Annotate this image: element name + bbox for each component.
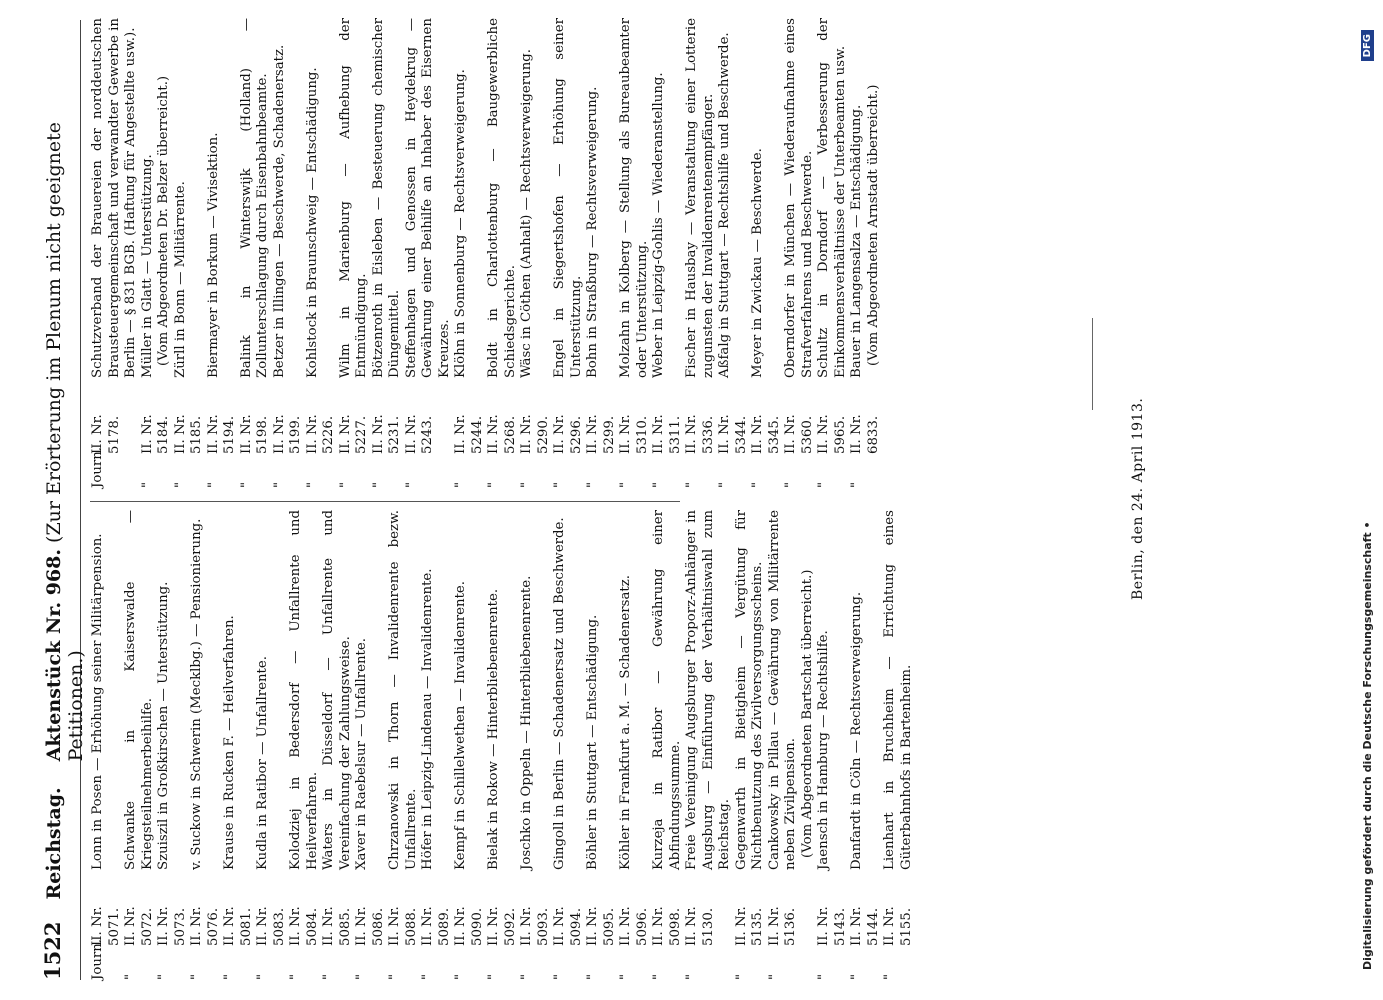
- petition-entry: [420, 510, 453, 980]
- journal-prefix: ": [816, 973, 831, 980]
- petition-text-block: [90, 18, 140, 378]
- journal-prefix: ": [684, 481, 699, 488]
- journal-prefix: ": [519, 973, 534, 980]
- petition-text-block: [486, 18, 519, 378]
- petition-text-block: [156, 510, 189, 870]
- petition-text: v. Suckow in Schwerin (Mecklbg.) — Pensionierung.: [189, 518, 204, 870]
- journal-prefix: Journ.: [90, 938, 105, 980]
- petition-text-block: [684, 510, 734, 870]
- petition-text-block: [239, 18, 272, 378]
- journal-prefix: ": [453, 481, 468, 488]
- petition-text: Chrzanowski in Thorn — Invalidenrente bezw. Unfallrente.: [387, 510, 419, 870]
- petition-note: (Vom Abgeordneten Arnstadt überreicht.): [865, 84, 881, 366]
- petition-text-block: [651, 510, 684, 870]
- petition-entry: [173, 18, 206, 488]
- petition-text: Lonn in Posen — Erhöhung seiner Militärpension.: [90, 533, 105, 870]
- petition-number: II. Nr. 5299.: [585, 414, 617, 454]
- petition-number: II. Nr. 5226.: [304, 414, 336, 454]
- petition-number: II. Nr. 5130.: [684, 906, 716, 946]
- closing-rule: [1092, 318, 1093, 410]
- petition-number: II. Nr. 5096.: [618, 906, 650, 946]
- petition-entry: [585, 18, 618, 488]
- petition-text: Joschko in Oppeln — Hinterbliebenenrente.: [519, 575, 534, 870]
- petition-entry: [222, 510, 255, 980]
- petition-number: II. Nr. 5344.: [717, 414, 749, 454]
- petition-number: II. Nr. 5199.: [271, 414, 303, 454]
- petition-text-block: [222, 510, 255, 870]
- petition-text-block: [354, 510, 387, 870]
- journal-prefix: ": [156, 973, 171, 980]
- petition-text-block: [404, 18, 454, 378]
- journal-prefix: ": [420, 973, 435, 980]
- petition-number: II. Nr. 5185.: [172, 414, 204, 454]
- petition-text: Freie Vereinigung Augsburger Proporz-Anhänger in Augsburg — Einführung der Verhältniswahl zum Reichstag.: [684, 510, 732, 870]
- petition-entry: [288, 510, 321, 980]
- petition-text-block: [420, 510, 453, 870]
- document-number: Aktenstück Nr. 968.: [43, 549, 65, 762]
- signature-date: Berlin, den 24. April 1913.: [1130, 397, 1146, 600]
- petition-text: Klöhn in Sonnenburg — Rechtsverweigerung.: [453, 69, 468, 378]
- journal-prefix: ": [387, 973, 402, 980]
- petition-text-block: [552, 18, 585, 378]
- petition-entry: [156, 510, 189, 980]
- petition-text: Schultz in Dorndorf — Verbesserung der Einkommensverhältnisse der Unterbeamten usw.: [816, 18, 848, 378]
- petition-text: Engel in Siegertshofen — Erhöhung seiner Unterstützung.: [552, 18, 584, 378]
- petition-text: Wilm in Marienburg — Aufhebung der Entmündigung.: [337, 18, 369, 378]
- petition-number: II. Nr. 5336.: [684, 414, 716, 454]
- journal-prefix: ": [271, 481, 287, 488]
- petition-text: Balink in Winterswijk (Holland) — Zollunterschlagung durch Eisenbahnbeamte.: [238, 18, 270, 378]
- petition-text: Molzahn in Kolberg — Stellung als Bureaubeamter oder Unterstützung.: [618, 18, 650, 378]
- petition-number: II. Nr. 5194.: [205, 414, 237, 454]
- petition-number: II. Nr. 5296.: [552, 414, 584, 454]
- petition-entry: [651, 510, 684, 980]
- journal-prefix: ": [684, 973, 699, 980]
- page-number: 1522: [40, 921, 65, 980]
- petition-number: II. Nr. 5084.: [288, 906, 320, 946]
- journal-prefix: ": [354, 973, 369, 980]
- petition-text-block: [387, 510, 420, 870]
- journal-prefix: ": [486, 973, 501, 980]
- petition-text-block: [305, 18, 338, 378]
- petition-number: II. Nr. 5090.: [453, 906, 485, 946]
- petition-text-block: [272, 18, 305, 378]
- paper-title: Reichstag.: [43, 787, 65, 900]
- journal-prefix: ": [766, 973, 782, 980]
- petition-number: II. Nr. 5136.: [766, 906, 798, 946]
- petition-text-block: [585, 18, 618, 378]
- petition-entry: [684, 18, 717, 488]
- petition-text-block: [618, 510, 651, 870]
- document-subtitle: (Zur Erörterung im Plenum nicht geeignete Petitionen.): [43, 122, 87, 762]
- petition-number: II. Nr. 5155.: [882, 906, 914, 946]
- petition-text-block: [338, 18, 371, 378]
- petition-text-block: [750, 18, 783, 378]
- journal-prefix: ": [370, 481, 386, 488]
- journal-prefix: ": [519, 481, 534, 488]
- petition-entry: [519, 18, 552, 488]
- journal-prefix: ": [288, 973, 303, 980]
- digitization-sidebar: [1355, 30, 1379, 970]
- petition-text-block: [882, 510, 915, 870]
- petition-number: II. Nr. 5089.: [420, 906, 452, 946]
- petition-number: II. Nr. 5198.: [238, 414, 270, 454]
- petition-text: Aßfalg in Stuttgart — Rechtshilfe und Beschwerde.: [717, 32, 732, 378]
- petition-number: II. Nr. 5965.: [816, 414, 848, 454]
- journal-prefix: ": [139, 481, 155, 488]
- journal-prefix: ": [585, 481, 600, 488]
- petition-entry: [684, 510, 734, 980]
- petition-number: II. Nr. 5143.: [816, 906, 848, 946]
- journal-prefix: ": [304, 481, 320, 488]
- petition-text-block: [206, 18, 239, 378]
- journal-prefix: ": [172, 481, 188, 488]
- petition-number: II. Nr. 5081.: [222, 906, 254, 946]
- petition-text: Szuiszil in Großkirschen — Unterstützung.: [156, 581, 171, 870]
- petition-text-block: [90, 510, 123, 870]
- petition-number: II. Nr. 6833.: [849, 414, 881, 454]
- petition-entry: [123, 510, 156, 980]
- petition-text-block: [453, 18, 486, 378]
- petition-text-block: [288, 510, 321, 870]
- journal-prefix: ": [222, 973, 237, 980]
- petition-number: II. Nr. 5072.: [123, 906, 155, 946]
- petition-text: Gingoll in Berlin — Schadenersatz und Beschwerde.: [552, 517, 567, 870]
- petition-text-block: [816, 510, 849, 870]
- petition-entry: [585, 510, 618, 980]
- petition-entry: [354, 510, 387, 980]
- journal-prefix: ": [453, 973, 468, 980]
- petition-number: II. Nr. 5231.: [370, 414, 402, 454]
- petition-text-block: [552, 510, 585, 870]
- petition-number: II. Nr. 5073.: [156, 906, 188, 946]
- petition-entry: [371, 18, 404, 488]
- petition-number: II. Nr. 5144.: [849, 906, 881, 946]
- journal-prefix: ": [205, 481, 221, 488]
- journal-prefix: ": [651, 973, 666, 980]
- petition-text: Krause in Rucken F. — Heilverfahren.: [222, 615, 237, 870]
- petition-number: II. Nr. 5092.: [486, 906, 518, 946]
- petition-entry: [717, 18, 750, 488]
- petition-text: Zürll in Bonn — Militärrente.: [172, 181, 188, 378]
- journal-prefix: ": [717, 481, 732, 488]
- petition-text: Schwanke in Kaiserswalde — Kriegsteilnehmerbeihilfe.: [123, 510, 155, 870]
- petition-text: Gegenwarth in Bietigheim — Vergütung für Nichtbenutzung des Zivilversorgungsscheins.: [733, 510, 765, 870]
- petition-number: II. Nr. 5093.: [519, 906, 551, 946]
- petition-entry: [734, 510, 767, 980]
- petition-text-block: [255, 510, 288, 870]
- petition-text-block: [519, 510, 552, 870]
- petition-text: Jaensch in Hamburg — Rechtshilfe.: [816, 630, 831, 870]
- petition-number: II. Nr. 5311.: [651, 414, 683, 454]
- petition-number: II. Nr. 5085.: [321, 906, 353, 946]
- petition-number: II. Nr. 5184.: [139, 414, 171, 454]
- petition-number: II. Nr. 5290.: [519, 414, 551, 454]
- petition-text: Danfardt in Cöln — Rechtsverweigerung.: [849, 591, 864, 870]
- petition-text-block: [816, 18, 849, 378]
- petition-text-block: [585, 510, 618, 870]
- petition-entry: [140, 18, 173, 488]
- journal-prefix: ": [255, 973, 270, 980]
- petition-note: (Vom Abgeordneten Dr. Belzer überreicht.): [156, 75, 171, 366]
- dfg-credit-text: Digitalisierung gefördert durch die Deutsche Forschungsgemeinschaft •: [1360, 521, 1374, 970]
- petition-number: II. Nr. 5098.: [651, 906, 683, 946]
- petitions-left-column: [90, 510, 915, 980]
- petition-text: Bielak in Rokow — Hinterbliebenenrente.: [486, 588, 501, 870]
- petition-number: II. Nr. 5345.: [750, 414, 782, 454]
- petition-text: Lienhart in Bruchheim — Errichtung eines Güterbahnhofs in Bartenheim.: [882, 510, 914, 870]
- petition-text: Weber in Leipzig-Gohlis — Wiederanstellung.: [651, 72, 666, 378]
- journal-prefix: ": [321, 973, 336, 980]
- journal-prefix: ": [750, 481, 765, 488]
- petition-text-block: [321, 510, 354, 870]
- petition-text: Bauer in Langensalza — Entschädigung.: [849, 104, 864, 378]
- journal-prefix: ": [783, 481, 798, 488]
- petition-entry: [552, 18, 585, 488]
- petition-text: Kolodziej in Bedersdorf — Unfallrente und Heilverfahren.: [288, 510, 320, 870]
- petition-entry: [849, 510, 882, 980]
- petition-text-block: [717, 18, 750, 378]
- petition-number: II. Nr. 5094.: [552, 906, 584, 946]
- petition-text: Xaver in Raebelsur — Unfallrente.: [354, 638, 369, 870]
- petition-number: II. Nr. 5135.: [733, 906, 765, 946]
- petition-entry: [90, 18, 140, 488]
- petition-text-block: [734, 510, 767, 870]
- petition-text: Bötzenroth in Eisleben — Besteuerung chemischer Düngemittel.: [370, 18, 402, 378]
- petition-entry: [552, 510, 585, 980]
- petition-number: II. Nr. 5243.: [403, 414, 435, 454]
- petition-text-block: [371, 18, 404, 378]
- petition-text-block: [453, 510, 486, 870]
- petition-text: Bohn in Straßburg — Rechtsverweigerung.: [585, 86, 600, 378]
- petition-text: Boldt in Charlottenburg — Baugewerbliche Schiedsgerichte.: [486, 18, 518, 378]
- petition-text-block: [849, 18, 882, 378]
- journal-prefix: ": [486, 481, 501, 488]
- journal-prefix: ": [238, 481, 254, 488]
- petition-text-block: [783, 18, 816, 378]
- petition-entry: [750, 18, 783, 488]
- page-header: [40, 20, 87, 980]
- document-title: [43, 20, 87, 761]
- petition-number: II. Nr. 5178.: [90, 414, 122, 454]
- petition-entry: [305, 18, 338, 488]
- petition-entry: [255, 510, 288, 980]
- petition-text: Kohlstock in Braunschweig — Entschädigung.: [304, 67, 320, 378]
- petition-entry: [849, 18, 882, 488]
- journal-prefix: ": [552, 481, 567, 488]
- column-divider: [90, 501, 680, 502]
- petition-number: II. Nr. 5076.: [189, 906, 221, 946]
- petition-text: Kurzeja in Ratibor — Gewährung einer Abfindungssumme.: [651, 510, 683, 870]
- journal-prefix: ": [552, 973, 567, 980]
- journal-prefix: ": [849, 973, 864, 980]
- petition-entry: [618, 18, 651, 488]
- petition-text: Waters in Düsseldorf — Unfallrente und Vereinfachung der Zahlungsweise.: [321, 510, 353, 870]
- journal-prefix: Journ.: [90, 446, 105, 488]
- dfg-logo-badge: DFG: [1361, 30, 1374, 61]
- petition-text-block: [173, 18, 206, 378]
- petition-entry: [486, 510, 519, 980]
- petition-entry: [404, 18, 454, 488]
- petition-entry: [338, 18, 371, 488]
- petition-text: Schutzverband der Brauereien der norddeutschen Brausteuergemeinschaft und verwandter Gewerbe in Berlin — § 831 BGB. (Haftung für Angestellte usw.).: [90, 18, 138, 378]
- petition-number: II. Nr. 5088.: [387, 906, 419, 946]
- petition-entry: [519, 510, 552, 980]
- petition-entry: [206, 18, 239, 488]
- petition-text: Meyer in Zwickau — Beschwerde.: [750, 148, 765, 378]
- petition-number: II. Nr. 5360.: [783, 414, 815, 454]
- petition-text: Steffenhagen und Genossen in Heydekrug — Gewährung einer Beihilfe an Inhaber des Eisernen Kreuzes.: [403, 18, 452, 378]
- petition-text-block: [651, 18, 684, 378]
- petition-text: Höfer in Leipzig-Lindenau — Invalidenrente.: [420, 568, 435, 870]
- petition-text-block: [140, 18, 173, 378]
- petition-entry: [816, 18, 849, 488]
- petition-text: Fischer in Hausbay — Veranstaltung einer Lotterie zugunsten der Invalidenrentenempfänger.: [684, 18, 716, 378]
- petition-text: Köhler in Frankfurt a. M. — Schadenersatz.: [618, 575, 633, 870]
- petition-entry: [816, 510, 849, 980]
- petition-text-block: [767, 510, 817, 870]
- petition-entry: [783, 18, 816, 488]
- petition-entry: [618, 510, 651, 980]
- journal-prefix: ": [733, 973, 749, 980]
- petition-entry: [767, 510, 817, 980]
- petition-entry: [272, 18, 305, 488]
- petition-text: Oberndorfer in München — Wiederaufnahme eines Strafverfahrens und Beschwerde.: [783, 18, 815, 378]
- petitions-right-column: [90, 18, 882, 488]
- journal-prefix: ": [618, 973, 633, 980]
- petition-text: Cankowsky in Pillau — Gewährung von Militärrente neben Zivilpension.: [766, 510, 798, 870]
- journal-prefix: ": [189, 973, 204, 980]
- petition-entry: [486, 18, 519, 488]
- journal-prefix: ": [882, 973, 897, 980]
- petition-text-block: [123, 510, 156, 870]
- petition-text: Betzer in Illingen — Beschwerde, Schadenersatz.: [271, 44, 287, 378]
- petition-number: II. Nr. 5227.: [337, 414, 369, 454]
- petition-text: Böhler in Stuttgart — Entschädigung.: [585, 614, 600, 870]
- petition-number: II. Nr. 5268.: [486, 414, 518, 454]
- petition-text: Wäsc in Cöthen (Anhalt) — Rechtsverweigerung.: [519, 48, 534, 378]
- petition-text-block: [618, 18, 651, 378]
- petition-entry: [321, 510, 354, 980]
- petition-number: II. Nr. 5310.: [618, 414, 650, 454]
- journal-prefix: ": [585, 973, 600, 980]
- journal-prefix: ": [618, 481, 633, 488]
- journal-prefix: ": [816, 481, 831, 488]
- journal-prefix: ": [403, 481, 419, 488]
- journal-prefix: ": [123, 973, 138, 980]
- petition-entry: [387, 510, 420, 980]
- petition-text-block: [849, 510, 882, 870]
- petition-entry: [882, 510, 915, 980]
- petition-text-block: [519, 18, 552, 378]
- petition-text: Müller in Glatt — Unterstützung.: [139, 154, 155, 378]
- petition-text-block: [189, 510, 222, 870]
- journal-prefix: ": [651, 481, 666, 488]
- petition-number: II. Nr. 5086.: [354, 906, 386, 946]
- petition-entry: [651, 18, 684, 488]
- petition-number: II. Nr. 5244.: [453, 414, 485, 454]
- petition-text: Biermayer in Borkum — Vivisektion.: [205, 132, 221, 378]
- petition-entry: [239, 18, 272, 488]
- petition-entry: [453, 18, 486, 488]
- petition-entry: [453, 510, 486, 980]
- petition-text-block: [486, 510, 519, 870]
- petition-text-block: [684, 18, 717, 378]
- petition-number: II. Nr. 5095.: [585, 906, 617, 946]
- petition-text: Kempf in Schillelwethen — Invalidenrente.: [453, 580, 468, 870]
- petition-number: II. Nr. 5071.: [90, 906, 122, 946]
- journal-prefix: ": [849, 481, 864, 488]
- petition-text: Kudla in Ratibor — Unfallrente.: [255, 656, 270, 870]
- petition-entry: [90, 510, 123, 980]
- petition-note: (Vom Abgeordneten Bartschat überreicht.): [799, 569, 815, 858]
- journal-prefix: ": [337, 481, 353, 488]
- petition-number: II. Nr. 5083.: [255, 906, 287, 946]
- petition-entry: [189, 510, 222, 980]
